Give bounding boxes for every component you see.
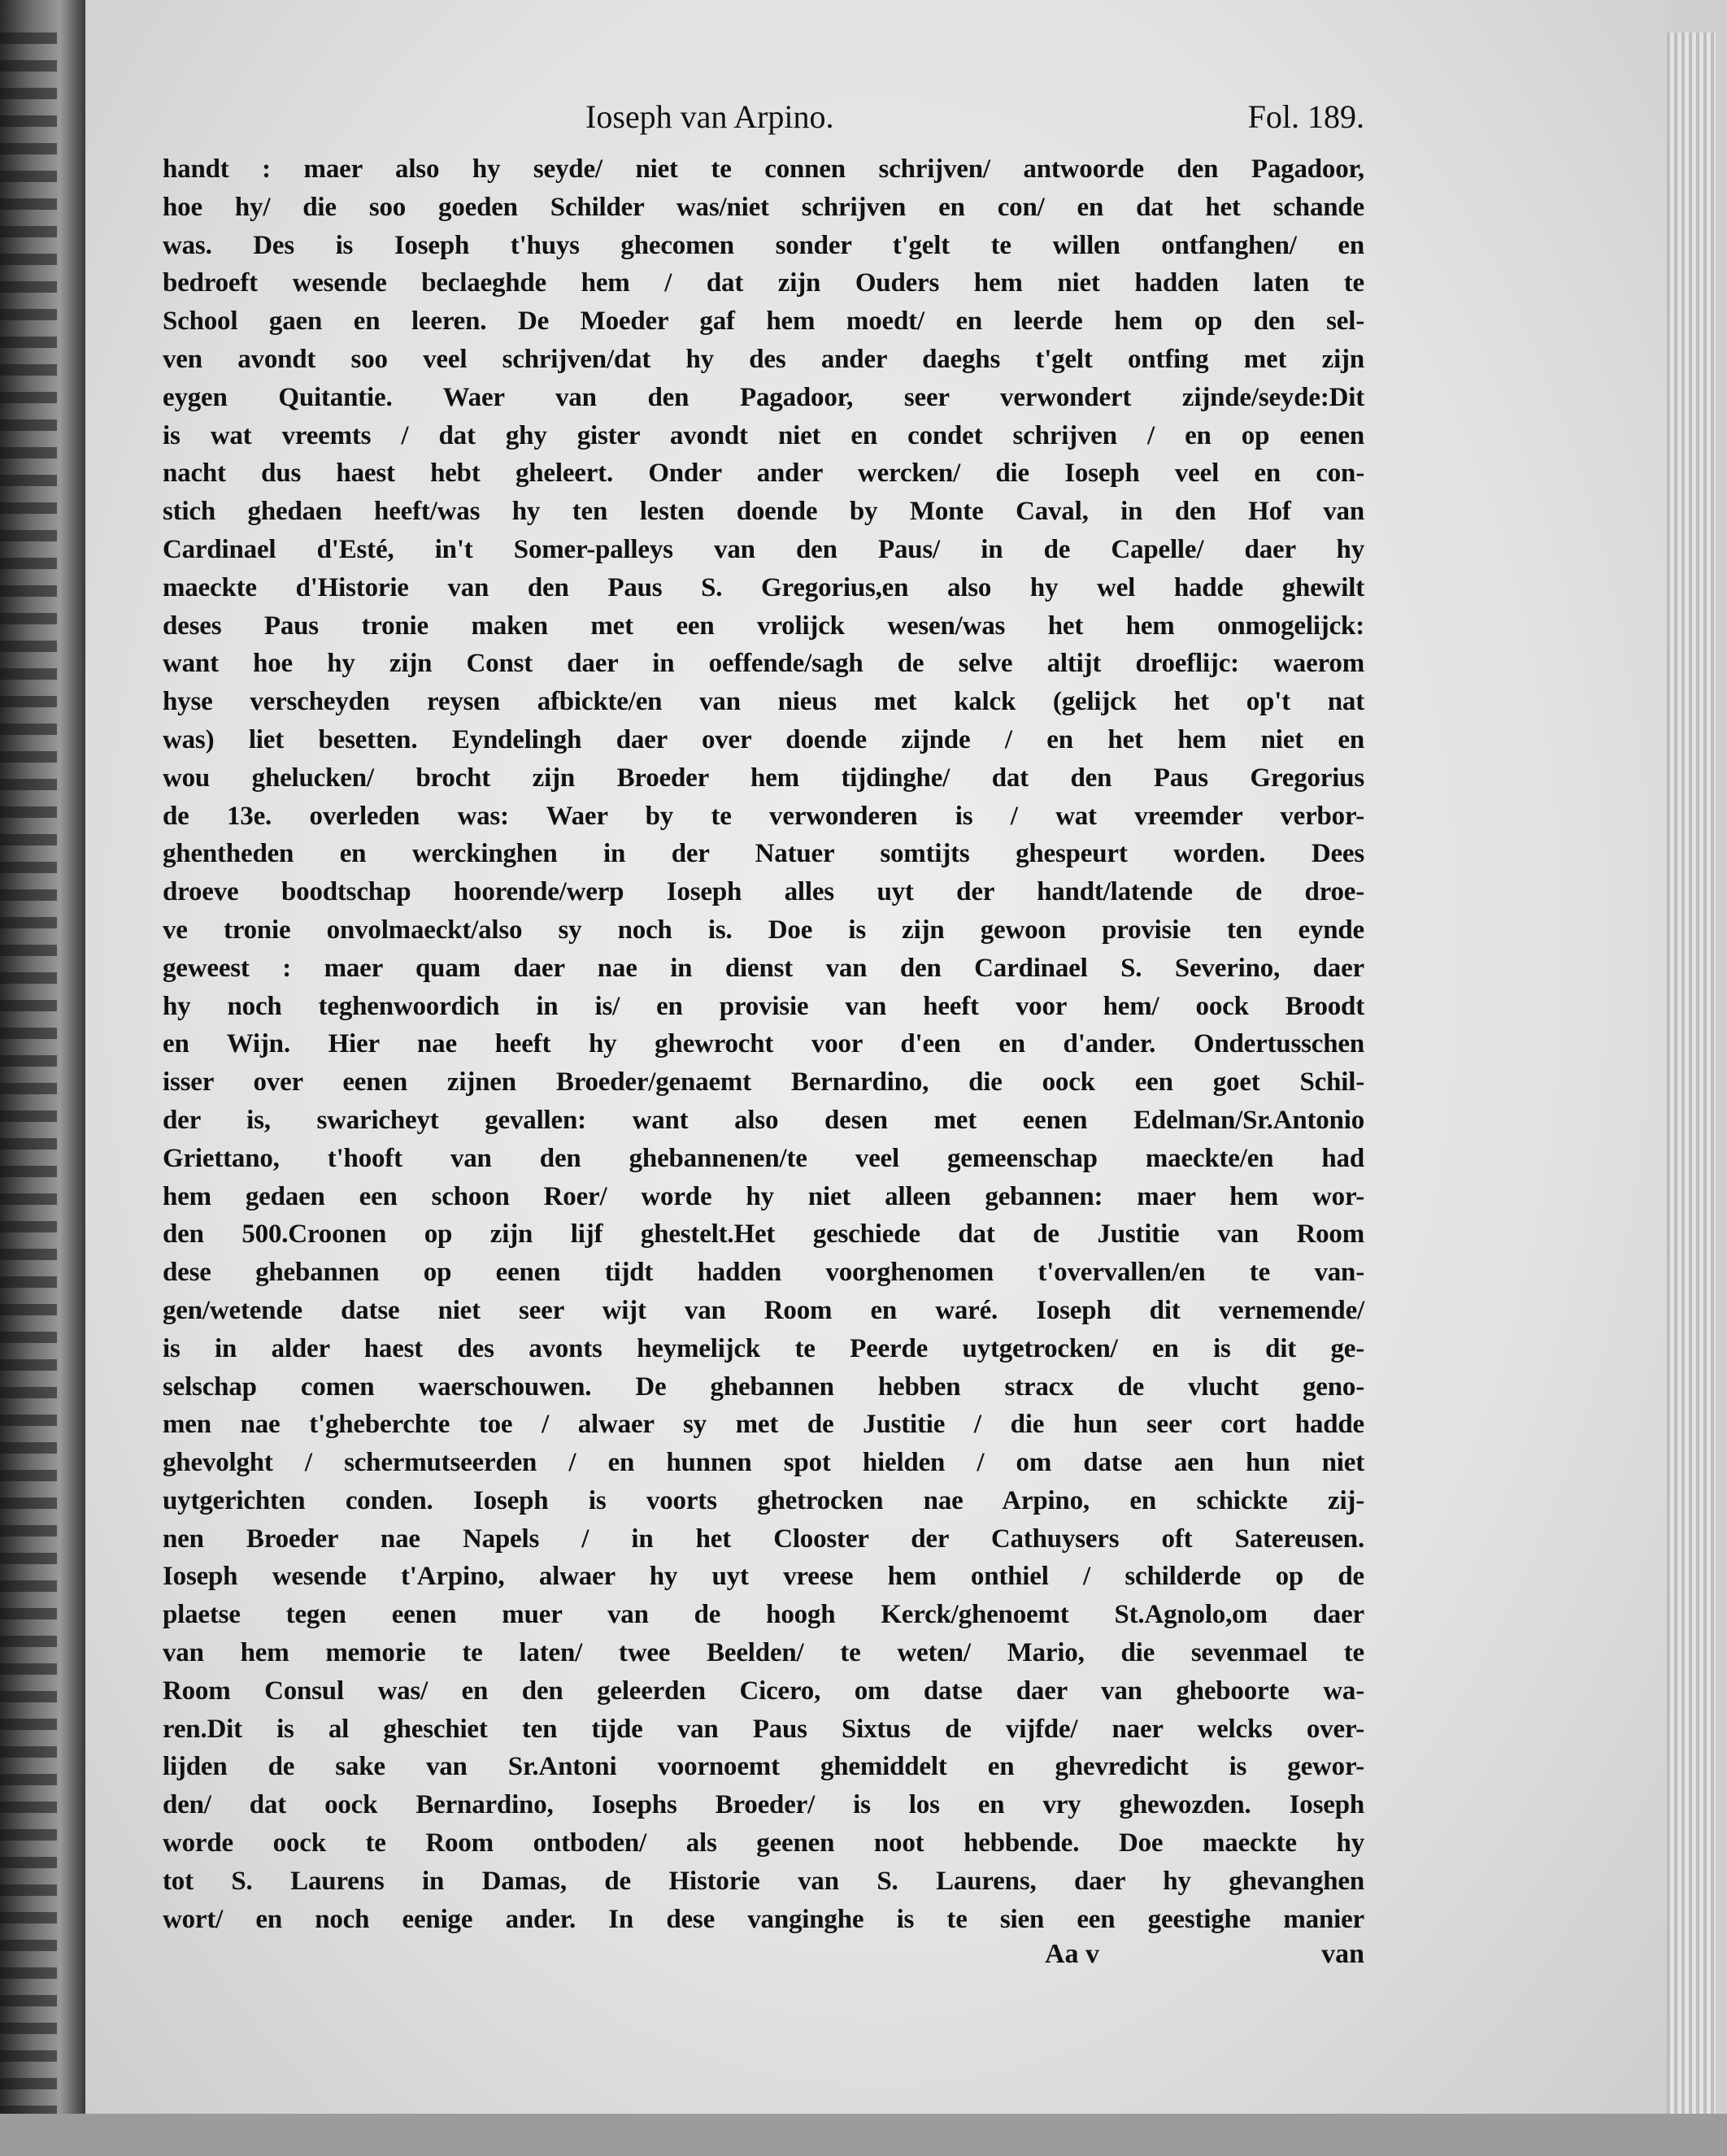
text-line: droeve boodtschap hoorende/werp Ioseph alles uyt der handt/latende de droe- — [163, 877, 1364, 907]
text-line: School gaen en leeren. De Moeder gaf hem moedt/ en leerde hem op den sel- — [163, 306, 1364, 337]
text-line: dese ghebannen op eenen tijdt hadden voorghenomen t'overvallen/en te van- — [163, 1258, 1364, 1288]
text-block — [163, 150, 1364, 1938]
text-line: stich ghedaen heeft/was hy ten lesten doende by Monte Caval, in den Hof van — [163, 497, 1364, 527]
text-line: hem gedaen een schoon Roer/ worde hy niet alleen gebannen: maer hem wor- — [163, 1181, 1364, 1211]
text-line: handt : maer also hy seyde/ niet te connen schrijven/ antwoorde den Pagadoor, — [163, 154, 1364, 184]
text-line: men nae t'gheberchte toe / alwaer sy met de Justitie / die hun seer cort hadde — [163, 1410, 1364, 1440]
text-line: uytgerichten conden. Ioseph is voorts ghetrocken nae Arpino, en schickte zij- — [163, 1485, 1364, 1515]
text-line: tot S. Laurens in Damas, de Historie van S. Laurens, daer hy ghevanghen — [163, 1866, 1364, 1896]
text-line: hy noch teghenwoordich in is/ en provisie van heeft voor hem/ oock Broodt — [163, 991, 1364, 1021]
text-line: isser over eenen zijnen Broeder/genaemt Bernardino, die oock een goet Schil- — [163, 1067, 1364, 1098]
text-line: deses Paus tronie maken met een vrolijck wesen/was het hem onmogelijck: — [163, 611, 1364, 641]
text-line: is wat vreemts / dat ghy gister avondt niet en condet schrijven / en op eenen — [163, 420, 1364, 450]
catchword: van — [1321, 1939, 1364, 1969]
text-line: de 13e. overleden was: Waer by te verwonderen is / wat vreemder verbor- — [163, 801, 1364, 831]
text-line: Cardinael d'Esté, in't Somer-palleys van den Paus/ in de Capelle/ daer hy — [163, 534, 1364, 564]
text-line: maeckte d'Historie van den Paus S. Gregorius,en also hy wel hadde ghewilt — [163, 572, 1364, 602]
text-line: wou ghelucken/ brocht zijn Broeder hem tijdinghe/ dat den Paus Gregorius — [163, 763, 1364, 793]
text-line: den 500.Croonen op zijn lijf ghestelt.Het geschiede dat de Justitie van Room — [163, 1219, 1364, 1250]
text-line: ven avondt soo veel schrijven/dat hy des ander daeghs t'gelt ontfing met zijn — [163, 344, 1364, 374]
text-line: der is, swaricheyt gevallen: want also desen met eenen Edelman/Sr.Antonio — [163, 1105, 1364, 1135]
running-title: Ioseph van Arpino. — [585, 98, 834, 135]
text-line: worde oock te Room ontboden/ als geenen noot hebbende. Doe maeckte hy — [163, 1828, 1364, 1858]
text-line: geweest : maer quam daer nae in dienst van den Cardinael S. Severino, daer — [163, 953, 1364, 983]
facing-page-edge — [0, 0, 85, 2156]
text-line: gen/wetende datse niet seer wijt van Room en waré. Ioseph dit vernemende/ — [163, 1295, 1364, 1325]
text-line: is in alder haest des avonts heymelijck te Peerde uytgetrocken/ en is dit ge- — [163, 1333, 1364, 1363]
scan-bottom-shadow — [0, 2114, 1727, 2156]
text-line: want hoe hy zijn Const daer in oeffende/sagh de selve altijt droeflijc: waerom — [163, 649, 1364, 679]
facing-page-text-fragments — [0, 33, 57, 2114]
text-line: ren.Dit is al gheschiet ten tijde van Paus Sixtus de vijfde/ naer welcks over- — [163, 1714, 1364, 1744]
signature-mark: Aa v — [1045, 1939, 1100, 1969]
text-line: hyse verscheyden reysen afbickte/en van nieus met kalck (gelijck het op't nat — [163, 687, 1364, 717]
text-line: ve tronie onvolmaeckt/also sy noch is. Doe is zijn gewoon provisie ten eynde — [163, 915, 1364, 945]
text-line: van hem memorie te laten/ twee Beelden/ te weten/ Mario, die sevenmael te — [163, 1638, 1364, 1668]
text-line: wort/ en noch eenige ander. In dese vanginghe is te sien een geestighe manier — [163, 1904, 1364, 1934]
text-line: bedroeft wesende beclaeghde hem / dat zijn Ouders hem niet hadden laten te — [163, 268, 1364, 298]
text-line: en Wijn. Hier nae heeft hy ghewrocht voor d'een en d'ander. Ondertusschen — [163, 1029, 1364, 1059]
text-line: was. Des is Ioseph t'huys ghecomen sonder t'gelt te willen ontfanghen/ en — [163, 230, 1364, 260]
text-line: Griettano, t'hooft van den ghebannenen/te veel gemeenschap maeckte/en had — [163, 1143, 1364, 1173]
text-line: nen Broeder nae Napels / in het Clooster der Cathuysers oft Satereusen. — [163, 1524, 1364, 1554]
text-line: ghevolght / schermutseerden / en hunnen spot hielden / om datse aen hun niet — [163, 1448, 1364, 1478]
page-header — [163, 98, 1364, 143]
page-stack-edges — [1667, 33, 1716, 2114]
text-line: Room Consul was/ en den geleerden Cicero, om datse daer van gheboorte wa- — [163, 1676, 1364, 1706]
text-line: was) liet besetten. Eyndelingh daer over doende zijnde / en het hem niet en — [163, 724, 1364, 754]
page-footer — [163, 1939, 1364, 1980]
text-line: Ioseph wesende t'Arpino, alwaer hy uyt vreese hem onthiel / schilderde op de — [163, 1562, 1364, 1592]
text-line: eygen Quitantie. Waer van den Pagadoor, seer verwondert zijnde/seyde:Dit — [163, 382, 1364, 412]
text-line: den/ dat oock Bernardino, Iosephs Broeder/ is los en vry ghewozden. Ioseph — [163, 1790, 1364, 1820]
text-line: selschap comen waerschouwen. De ghebannen hebben stracx de vlucht geno- — [163, 1371, 1364, 1402]
folio-number: Fol. 189. — [1247, 98, 1364, 135]
text-line: ghentheden en werckinghen in der Natuer somtijts ghespeurt worden. Dees — [163, 839, 1364, 869]
text-line: hoe hy/ die soo goeden Schilder was/niet schrijven en con/ en dat het schande — [163, 192, 1364, 222]
text-line: lijden de sake van Sr.Antoni voornoemt ghemiddelt en ghevredicht is gewor- — [163, 1752, 1364, 1782]
text-line: nacht dus haest hebt gheleert. Onder ander wercken/ die Ioseph veel en con- — [163, 459, 1364, 489]
text-line: plaetse tegen eenen muer van de hoogh Kerck/ghenoemt St.Agnolo,om daer — [163, 1600, 1364, 1630]
